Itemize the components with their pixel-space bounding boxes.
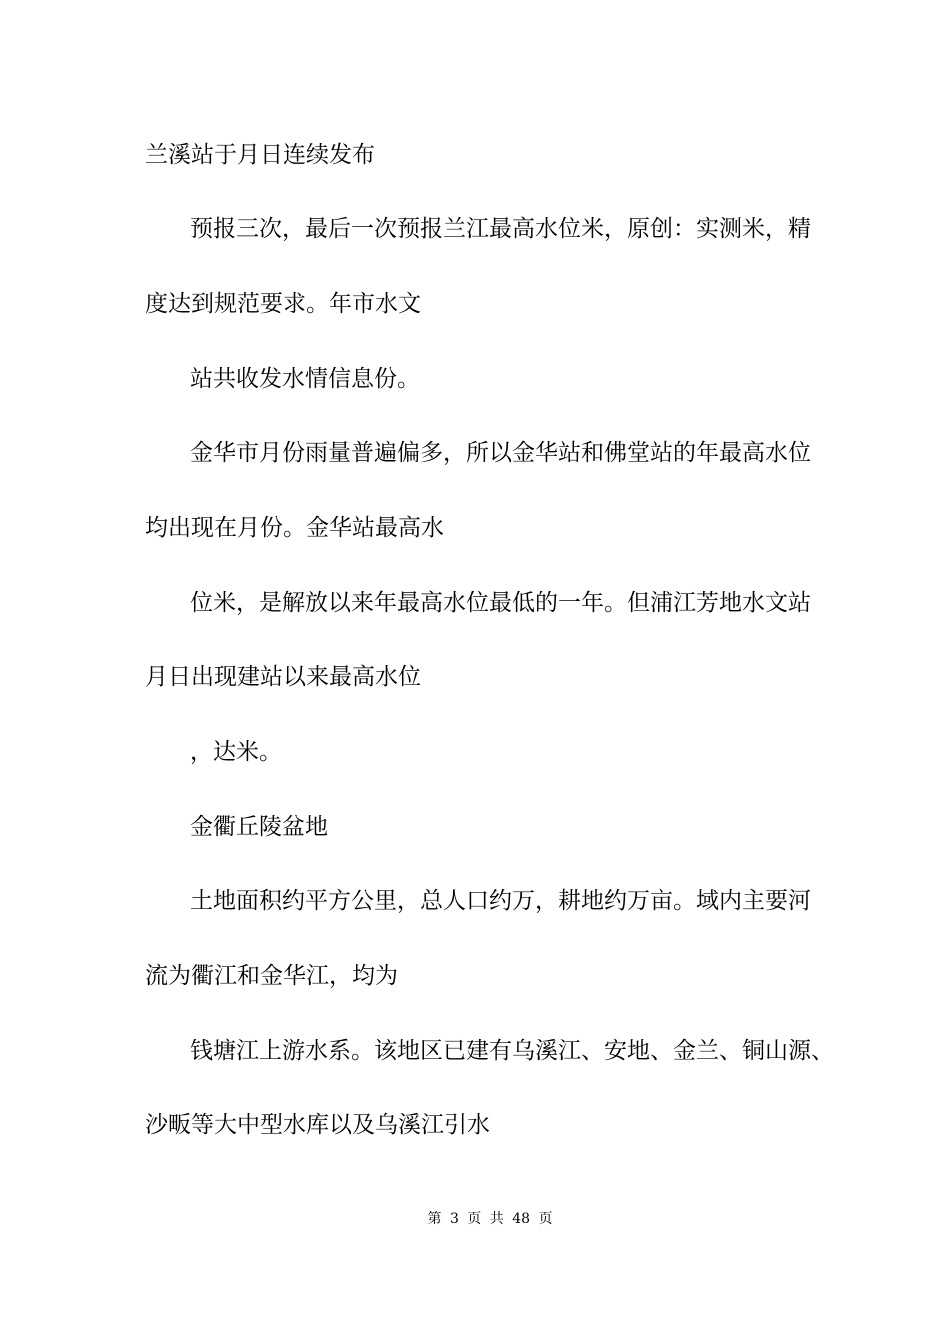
- text-line-13: 钱塘江上游水系。该地区已建有乌溪江、安地、金兰、铜山源、: [190, 1038, 834, 1064]
- text-line-2: 预报三次，最后一次预报兰江最高水位米，原创：实测米，精: [190, 216, 811, 242]
- text-line-8: 月日出现建站以来最高水位: [145, 664, 421, 690]
- text-line-1: 兰溪站于月日连续发布: [145, 142, 375, 168]
- text-line-9: ，达米。: [190, 739, 282, 765]
- page-number-footer: 第 3 页 共 48 页: [427, 1211, 553, 1227]
- text-line-11: 土地面积约平方公里，总人口约万，耕地约万亩。域内主要河: [190, 888, 811, 914]
- text-line-4: 站共收发水情信息份。: [190, 366, 420, 392]
- section-heading: 金衢丘陵盆地: [190, 814, 328, 840]
- text-line-14: 沙畈等大中型水库以及乌溪江引水: [145, 1112, 490, 1138]
- text-line-3: 度达到规范要求。年市水文: [145, 291, 421, 317]
- text-line-12: 流为衢江和金华江，均为: [145, 963, 398, 989]
- text-line-7: 位米，是解放以来年最高水位最低的一年。但浦江芳地水文站: [190, 590, 811, 616]
- text-line-5: 金华市月份雨量普遍偏多，所以金华站和佛堂站的年最高水位: [190, 440, 811, 466]
- text-line-6: 均出现在月份。金华站最高水: [145, 515, 444, 541]
